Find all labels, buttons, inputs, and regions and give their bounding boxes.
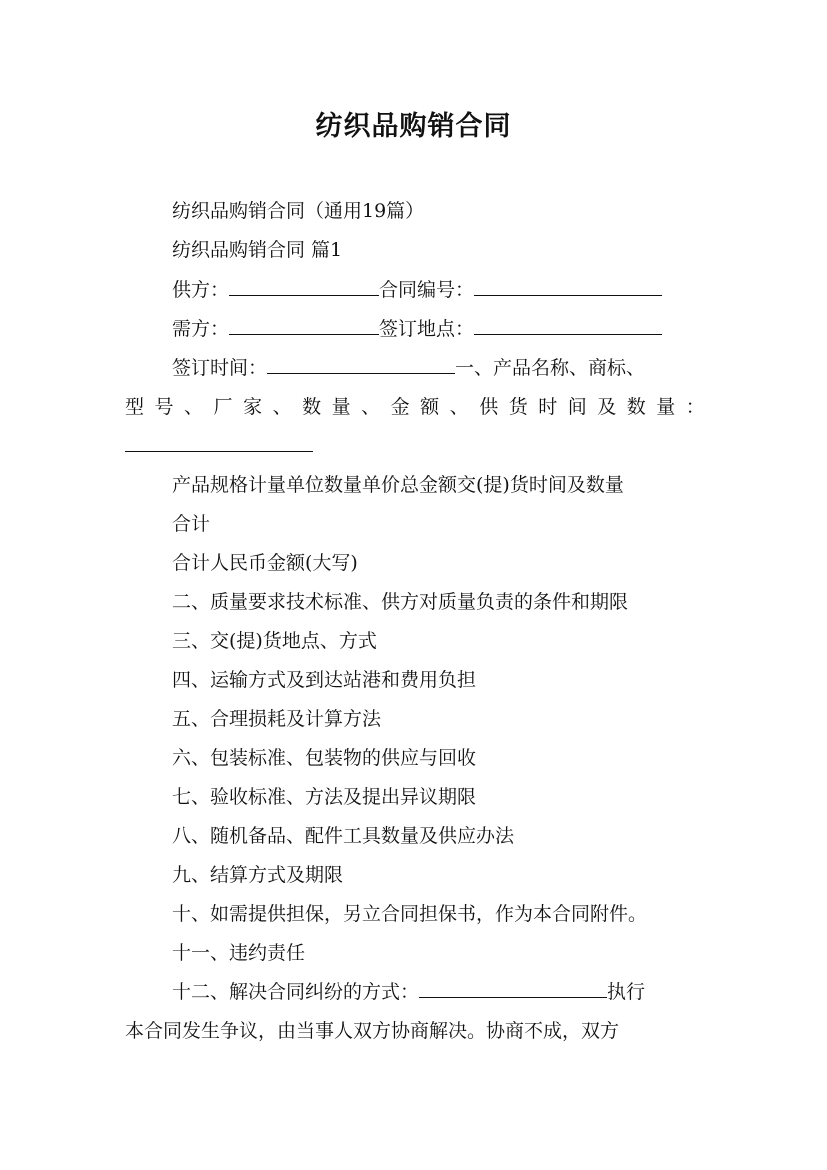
sign-place-label: 签订地点： [379, 318, 475, 340]
char: 及 [597, 396, 617, 418]
char: 时 [538, 396, 558, 418]
section-heading: 纺织品购销合同 篇1 [172, 239, 343, 261]
total-rmb-line: 合计人民币金额(大写) [172, 552, 358, 574]
char: 数 [302, 396, 322, 418]
char: 额 [420, 396, 440, 418]
item12-continuation: 本合同发生争议，由当事人双方协商解决。协商不成，双方 [125, 1020, 620, 1042]
item12-exec: 执行 [607, 981, 646, 1003]
char: 家 [243, 396, 263, 418]
sign-time-row [172, 355, 705, 381]
item1-start: 一、产品名称、商标、 [455, 357, 646, 379]
item9-line: 九、结算方式及期限 [172, 864, 344, 886]
char: 间 [567, 396, 587, 418]
char: 量 [656, 396, 676, 418]
item12-start: 十二、解决合同纠纷的方式： [172, 981, 420, 1003]
item8-line: 八、随机备品、配件工具数量及供应办法 [172, 825, 515, 847]
char: 数 [626, 396, 646, 418]
char: 货 [508, 396, 528, 418]
char: 供 [479, 396, 499, 418]
sign-time-label: 签订时间： [172, 357, 268, 379]
item5-line: 五、合理损耗及计算方法 [172, 708, 382, 730]
char: 量 [331, 396, 351, 418]
char: 、 [184, 396, 204, 418]
item7-line: 七、验收标准、方法及提出异议期限 [172, 786, 477, 808]
item6-line: 六、包装标准、包装物的供应与回收 [172, 747, 477, 769]
item12-row [172, 979, 705, 1005]
intro-line: 纺织品购销合同（通用19篇） [172, 200, 425, 222]
item4-line: 四、运输方式及到达站港和费用负担 [172, 669, 477, 691]
sign-time-blank [267, 355, 455, 374]
item2-line: 二、质量要求技术标准、供方对质量负责的条件和期限 [172, 591, 629, 613]
contract-no-blank [474, 277, 662, 296]
char: 型 [125, 396, 145, 418]
char: ： [685, 396, 705, 418]
item1-blank-row [125, 433, 705, 459]
item3-line: 三、交(提)货地点、方式 [172, 630, 377, 652]
buyer-label: 需方： [172, 318, 230, 340]
item10-line: 十、如需提供担保，另立合同担保书，作为本合同附件。 [172, 903, 648, 925]
item11-line: 十一、违约责任 [172, 942, 306, 964]
char: 金 [390, 396, 410, 418]
total-line: 合计 [172, 513, 211, 535]
char: 、 [272, 396, 292, 418]
item1-blank [125, 433, 313, 452]
supplier-blank [229, 277, 379, 296]
item12-blank [419, 979, 607, 998]
char: 号 [154, 396, 174, 418]
table-header-line: 产品规格计量单位数量单价总金额交(提)货时间及数量 [172, 474, 624, 496]
char: 、 [361, 396, 381, 418]
buyer-blank [229, 316, 379, 335]
buyer-row [172, 316, 705, 342]
item1-continuation [125, 394, 705, 420]
sign-place-blank [474, 316, 662, 335]
char: 、 [449, 396, 469, 418]
document-title: 纺织品购销合同 [315, 111, 512, 142]
contract-no-label: 合同编号： [379, 279, 475, 301]
char: 厂 [213, 396, 233, 418]
supplier-label: 供方： [172, 279, 230, 301]
supplier-row [172, 277, 705, 303]
